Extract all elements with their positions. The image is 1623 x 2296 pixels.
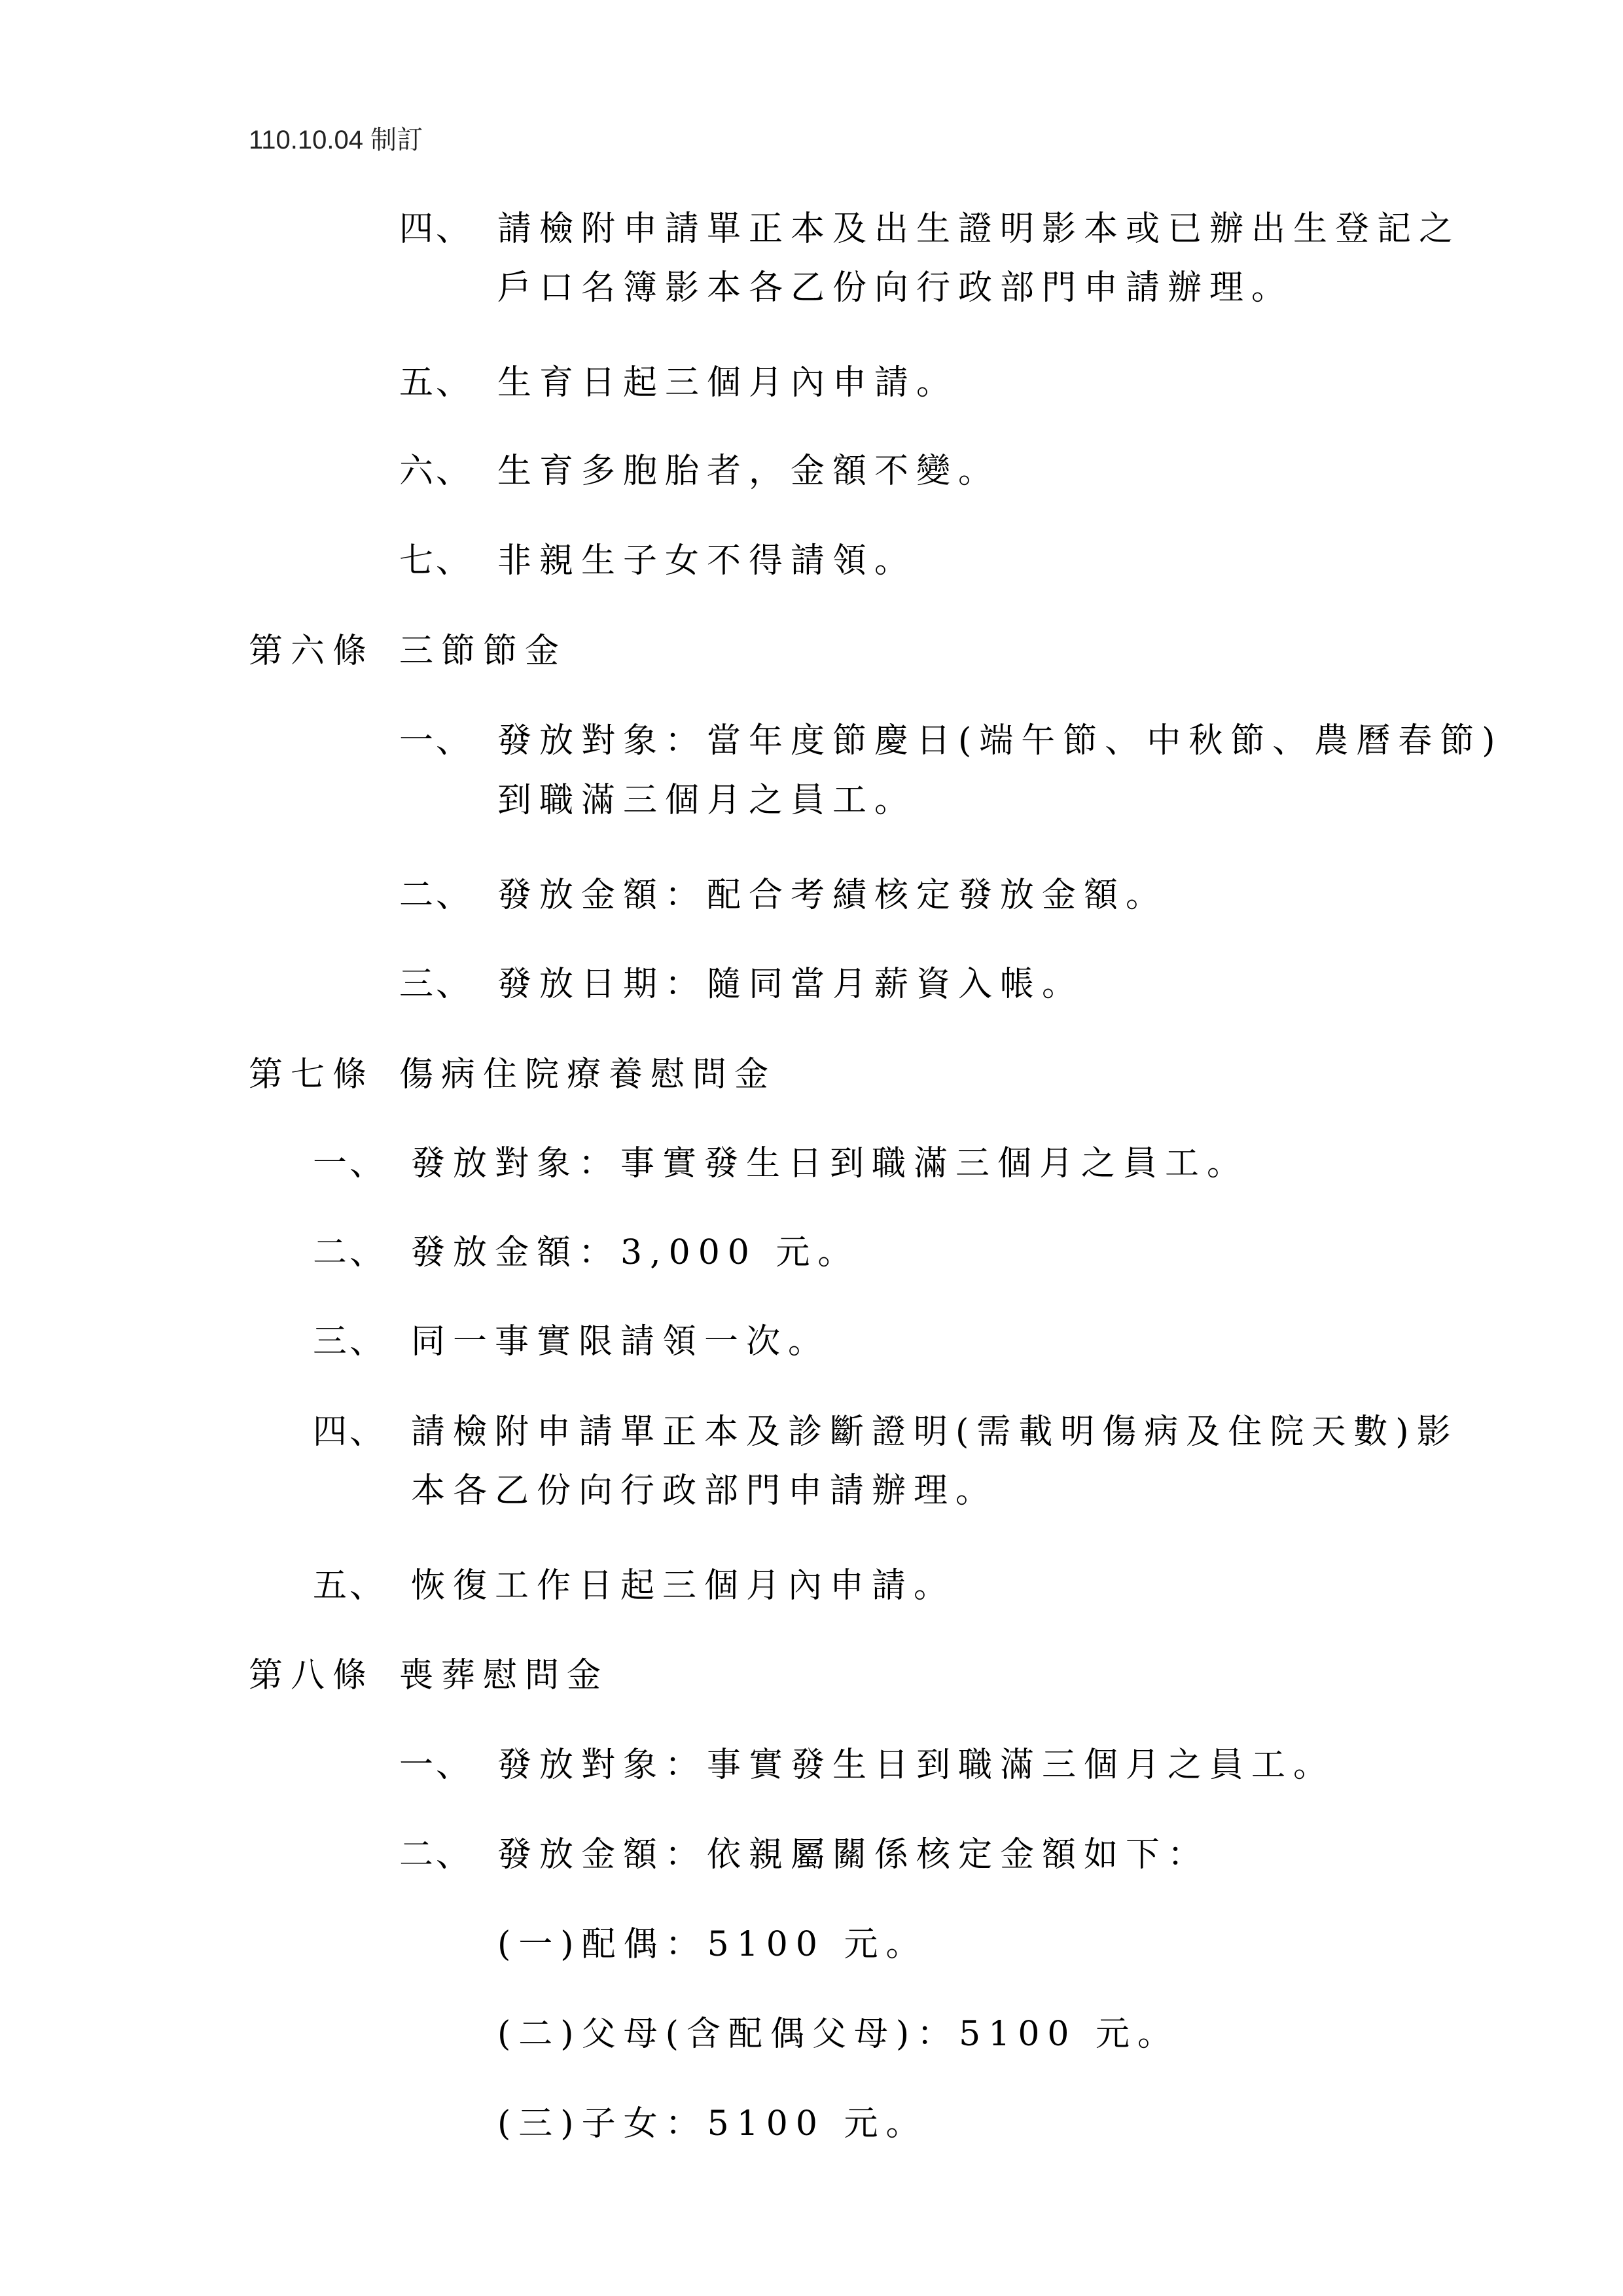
item-text: 發放金額：3,000 元。 [411, 1233, 860, 1272]
item-text-continuation: 本各乙份向行政部門申請辦理。 [411, 1471, 998, 1511]
item-number: 一、 [399, 1746, 473, 1785]
item-number: 四、 [313, 1412, 387, 1452]
item-number: 五、 [313, 1566, 387, 1605]
article-label: 第六條 [249, 632, 375, 671]
item-number: 六、 [399, 452, 473, 491]
article-label: 第八條 [249, 1656, 375, 1695]
item-text-continuation: 戶口名簿影本各乙份向行政部門申請辦理。 [497, 268, 1294, 308]
item-text: 發放金額：配合考績核定發放金額。 [497, 876, 1168, 915]
item-number: 一、 [399, 721, 473, 761]
item-number: 三、 [313, 1322, 387, 1361]
item-text: 恢復工作日起三個月內申請。 [411, 1566, 956, 1605]
item-number: 二、 [313, 1233, 387, 1272]
article-title: 傷病住院療養慰問金 [399, 1055, 777, 1094]
item-text: 請檢附申請單正本及出生證明影本或已辦出生登記之 [497, 209, 1461, 249]
item-text: 發放對象：事實發生日到職滿三個月之員工。 [411, 1144, 1249, 1183]
item-text: 生育日起三個月內申請。 [497, 363, 959, 403]
item-text: 請檢附申請單正本及診斷證明(需載明傷病及住院天數)影 [411, 1412, 1459, 1452]
item-text: 發放對象：當年度節慶日(端午節、中秋節、農曆春節) [497, 721, 1503, 761]
item-text: 生育多胞胎者，金額不變。 [497, 452, 1001, 491]
item-text: 發放對象：事實發生日到職滿三個月之員工。 [497, 1746, 1336, 1785]
item-number: 一、 [313, 1144, 387, 1183]
revision-date: 110.10.04 制訂 [249, 126, 423, 154]
sub-item-text: (三)子女：5100 元。 [497, 2104, 928, 2144]
item-text: 發放日期：隨同當月薪資入帳。 [497, 965, 1084, 1004]
item-number: 七、 [399, 541, 473, 581]
item-number: 三、 [399, 965, 473, 1004]
item-number: 二、 [399, 876, 473, 915]
article-label: 第七條 [249, 1055, 375, 1094]
article-title: 喪葬慰問金 [399, 1656, 609, 1695]
item-number: 四、 [399, 209, 473, 249]
article-title: 三節節金 [399, 632, 567, 671]
item-text: 非親生子女不得請領。 [497, 541, 917, 581]
item-number: 二、 [399, 1835, 473, 1874]
sub-item-text: (二)父母(含配偶父母)：5100 元。 [497, 2015, 1180, 2054]
item-text: 同一事實限請領一次。 [411, 1322, 830, 1361]
item-text: 發放金額：依親屬關係核定金額如下： [497, 1835, 1210, 1874]
item-number: 五、 [399, 363, 473, 403]
sub-item-text: (一)配偶：5100 元。 [497, 1925, 928, 1964]
item-text-continuation: 到職滿三個月之員工。 [497, 781, 917, 820]
